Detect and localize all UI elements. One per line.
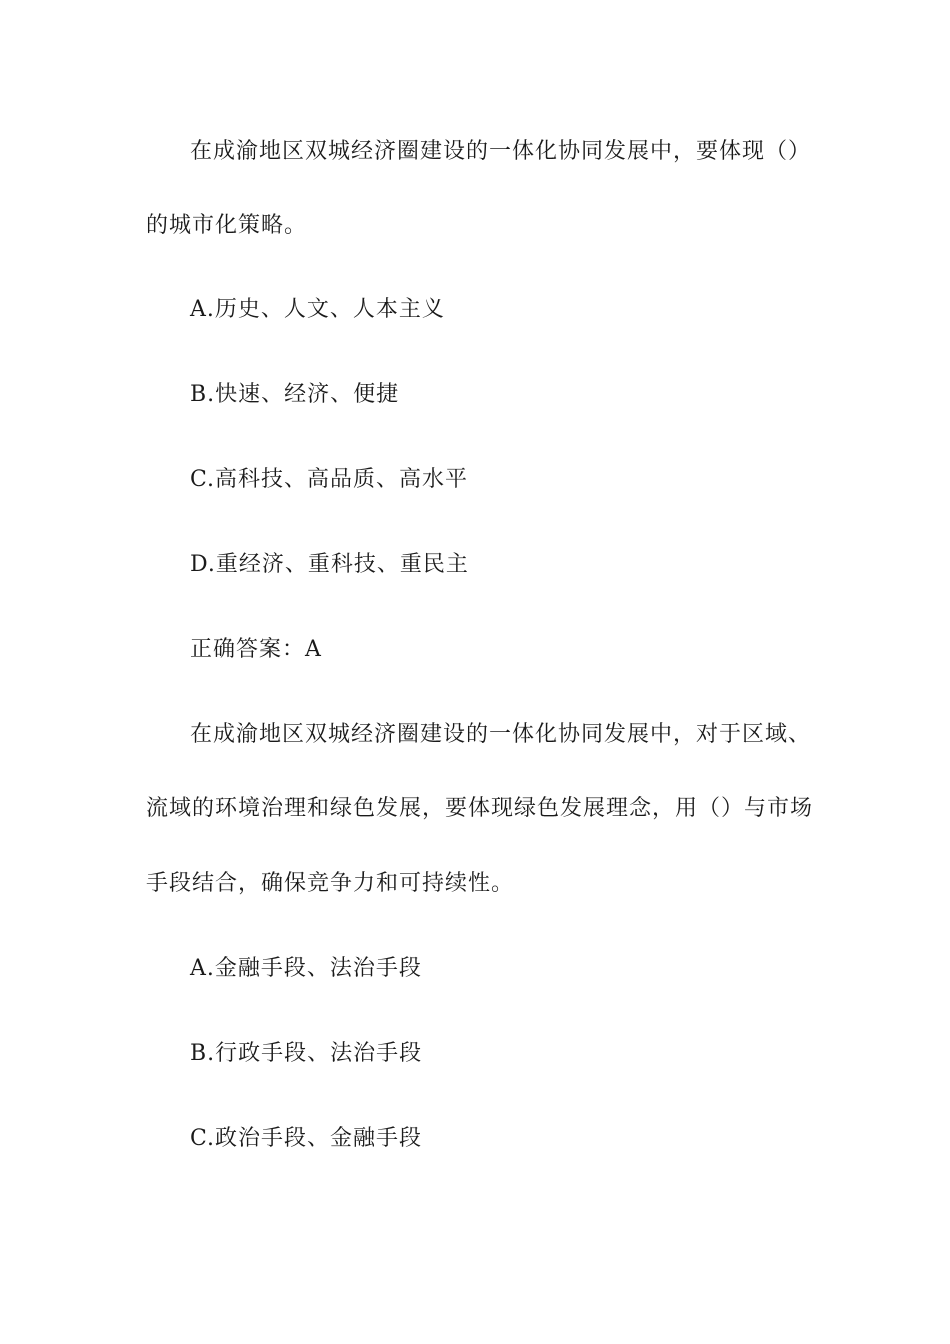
question-2-option-b: B.行政手段、法治手段 — [190, 1041, 423, 1066]
question-1-stem-line-1: 在成渝地区双城经济圈建设的一体化协同发展中，要体现（） — [190, 139, 812, 164]
question-2-stem-line-3: 手段结合，确保竞争力和可持续性。 — [146, 871, 515, 896]
question-2-stem-line-1: 在成渝地区双城经济圈建设的一体化协同发展中，对于区域、 — [190, 722, 812, 747]
question-1-answer: 正确答案：A — [190, 637, 322, 662]
question-1-option-a: A.历史、人文、人本主义 — [190, 297, 445, 322]
question-1-option-c: C.高科技、高品质、高水平 — [190, 467, 469, 492]
question-1-stem-line-2: 的城市化策略。 — [146, 213, 308, 238]
question-2-option-c: C.政治手段、金融手段 — [190, 1126, 423, 1151]
question-2-stem-line-2: 流域的环境治理和绿色发展，要体现绿色发展理念，用（）与市场 — [146, 796, 814, 821]
question-1-option-d: D.重经济、重科技、重民主 — [190, 552, 469, 577]
question-2-option-a: A.金融手段、法治手段 — [190, 956, 422, 981]
question-1-option-b: B.快速、经济、便捷 — [190, 382, 400, 407]
